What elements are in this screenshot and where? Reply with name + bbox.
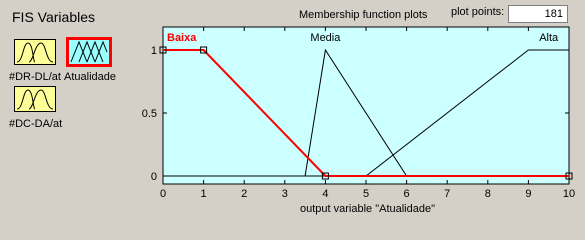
fis-variables-title: FIS Variables bbox=[12, 9, 95, 25]
membership-plot-title: Membership function plots bbox=[299, 9, 428, 21]
x-tick-label: 4 bbox=[322, 188, 329, 200]
mf-label-alta: Alta bbox=[539, 32, 559, 44]
x-tick-label: 2 bbox=[241, 188, 248, 200]
plot-area bbox=[163, 27, 569, 184]
x-tick-label: 6 bbox=[403, 188, 410, 200]
y-tick-label: 0 bbox=[150, 171, 157, 183]
y-tick-label: 1 bbox=[150, 45, 157, 57]
input-variable-1-label: #DR-DL/at bbox=[9, 71, 61, 83]
output-variable-label: Atualidade bbox=[64, 71, 116, 83]
x-tick-label: 3 bbox=[281, 188, 288, 200]
x-tick-label: 8 bbox=[484, 188, 491, 200]
input-variable-2-label: #DC-DA/at bbox=[9, 118, 63, 130]
x-tick-label: 0 bbox=[159, 188, 167, 200]
x-tick-label: 5 bbox=[362, 188, 370, 200]
mf-label-baixa: Baixa bbox=[167, 32, 197, 44]
x-tick-label: 1 bbox=[200, 188, 207, 200]
x-tick-label: 9 bbox=[525, 188, 532, 200]
x-tick-label: 7 bbox=[444, 188, 451, 200]
y-tick-label: 0.5 bbox=[141, 108, 157, 120]
plot-points-label: plot points: bbox=[451, 6, 505, 18]
x-axis-label: output variable "Atualidade" bbox=[299, 203, 435, 215]
x-tick-label: 10 bbox=[562, 188, 576, 200]
mf-label-media: Media bbox=[310, 32, 341, 44]
